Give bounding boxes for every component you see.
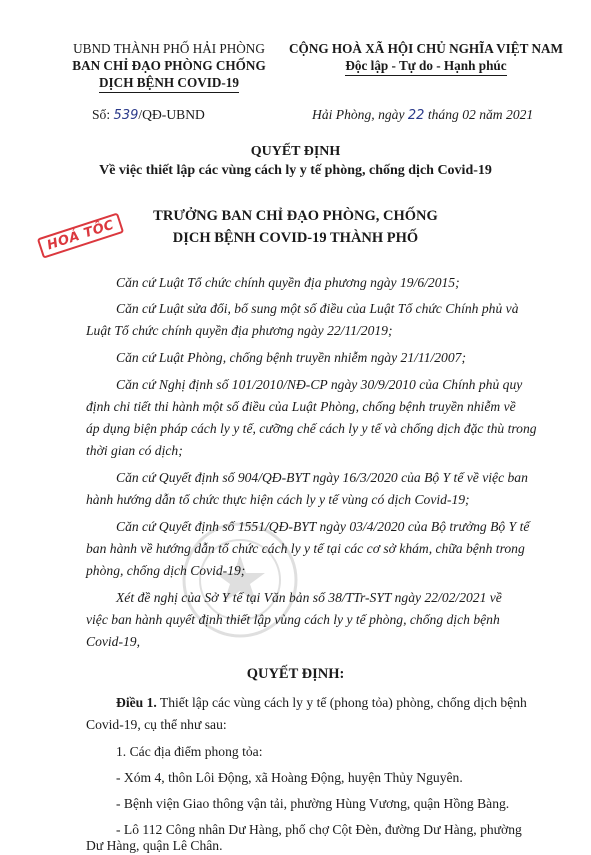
- national-motto: Độc lập - Tự do - Hạnh phúc: [282, 57, 570, 76]
- national-header: [282, 40, 570, 76]
- lockdown-point: Dư Hàng, quận Lê Chân.: [86, 838, 223, 853]
- article-1-label: Điều 1.: [116, 695, 157, 710]
- basis-line: Căn cứ Nghị định số 101/2010/NĐ-CP ngày 30/9/2010 của Chính phủ quy: [116, 377, 523, 392]
- basis-line: thời gian có dịch;: [86, 443, 183, 458]
- article-1-line2: Covid-19, cụ thể như sau:: [86, 717, 227, 732]
- issuer-line1: TRƯỞNG BAN CHỈ ĐẠO PHÒNG, CHỐNG: [153, 208, 438, 224]
- article-1-line1: Điều 1. Thiết lập các vùng cách ly y tế (phong tỏa) phòng, chống dịch bệnh: [116, 695, 527, 710]
- express-stamp: HOẢ TỐC: [37, 212, 125, 258]
- national-title: CỘNG HOÀ XÃ HỘI CHỦ NGHĨA VIỆT NAM: [289, 41, 563, 56]
- document-subject: Về việc thiết lập các vùng cách ly y tế phòng, chống dịch Covid-19: [99, 163, 492, 178]
- handwritten-number: 539: [113, 108, 139, 123]
- document-title: QUYẾT ĐỊNH: [250, 144, 341, 159]
- basis-line: Căn cứ Luật sửa đổi, bổ sung một số điều của Luật Tổ chức Chính phủ và: [116, 301, 519, 316]
- basis-line: Căn cứ Quyết định số 1551/QĐ-BYT ngày 03/4/2020 của Bộ trưởng Bộ Y tế: [116, 519, 530, 534]
- lockdown-point: - Lô 112 Công nhân Dư Hàng, phố chợ Cột Đèn, đường Dư Hàng, phường: [116, 822, 522, 837]
- handwritten-day: 22: [407, 108, 425, 123]
- basis-line: Xét đề nghị của Sở Y tế tại Văn bản số 38/TTr-SYT ngày 22/02/2021 về: [116, 590, 502, 605]
- lockdown-point: - Bệnh viện Giao thông vận tải, phường Hùng Vương, quận Hồng Bàng.: [116, 796, 510, 811]
- basis-line: Căn cứ Luật Phòng, chống bệnh truyền nhiễm ngày 21/11/2007;: [116, 350, 466, 365]
- basis-line: Căn cứ Luật Tổ chức chính quyền địa phương ngày 19/6/2015;: [116, 275, 460, 290]
- basis-line: định chi tiết thi hành một số điều của Luật Phòng, chống bệnh truyền nhiễm về: [86, 399, 516, 414]
- basis-line: áp dụng biện pháp cách ly y tế, cưỡng chế cách ly y tế và chống dịch đặc thù trong: [86, 421, 537, 436]
- article-1-item1: 1. Các địa điểm phong tỏa:: [116, 744, 263, 759]
- document-number: Số: 539/QĐ-UBND: [92, 107, 205, 123]
- lockdown-point: - Xóm 4, thôn Lôi Động, xã Hoàng Động, huyện Thủy Nguyên.: [116, 770, 463, 785]
- basis-line: ban hành về hướng dẫn tổ chức cách ly y tế tại các cơ sở khám, chữa bệnh trong: [86, 541, 525, 556]
- basis-line: việc ban hành quyết định thiết lập vùng cách ly y tế phòng, chống dịch bệnh: [86, 612, 500, 627]
- basis-line: Căn cứ Quyết định số 904/QĐ-BYT ngày 16/3/2020 của Bộ Y tế về việc ban: [116, 470, 528, 485]
- basis-line: phòng, chống dịch Covid-19;: [86, 563, 246, 578]
- issuer-line2: DỊCH BỆNH COVID-19 THÀNH PHỐ: [172, 230, 419, 246]
- basis-line: Covid-19,: [86, 634, 140, 649]
- decision-heading: QUYẾT ĐỊNH:: [246, 666, 345, 682]
- basis-line: Luật Tổ chức chính quyền địa phương ngày 22/11/2019;: [86, 323, 393, 338]
- agency-parent: UBND THÀNH PHỐ HẢI PHÒNG: [73, 41, 265, 56]
- basis-line: hành hướng dẫn tổ chức thực hiện cách ly y tế vùng có dịch Covid-19;: [86, 492, 470, 507]
- agency-name-line1: BAN CHỈ ĐẠO PHÒNG CHỐNG: [72, 58, 266, 73]
- issuing-agency: [64, 40, 274, 93]
- agency-name-line2: DỊCH BỆNH COVID-19: [64, 74, 274, 93]
- place-date: Hải Phòng, ngày 22 tháng 02 năm 2021: [312, 107, 534, 123]
